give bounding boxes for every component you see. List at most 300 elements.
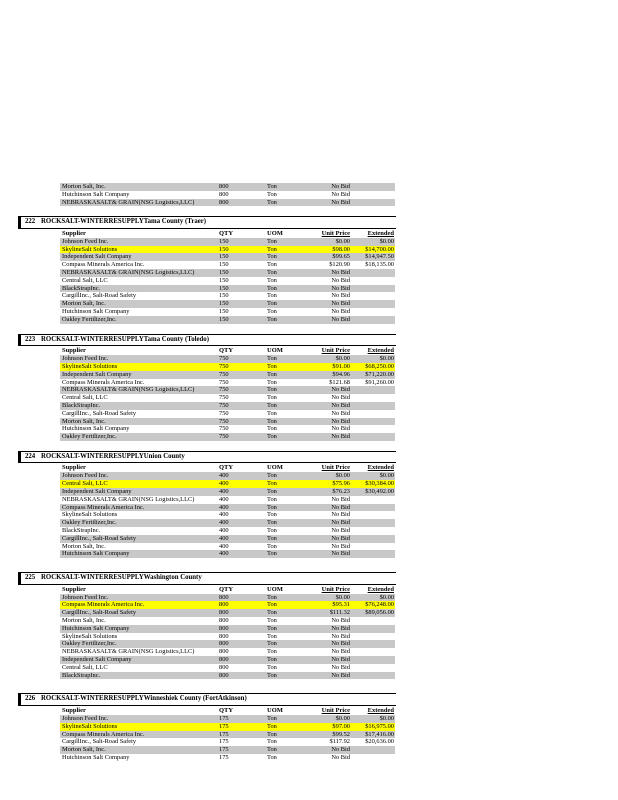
- unit-price-cell: $0.00: [335, 237, 350, 245]
- uom-cell: Ton: [267, 488, 277, 496]
- uom-cell: Ton: [267, 550, 277, 558]
- unit-price-cell: $0.00: [335, 355, 350, 363]
- qty-cell: 800: [219, 640, 229, 648]
- qty-cell: 800: [219, 624, 229, 632]
- unit-price-cell: No Bid: [331, 269, 350, 277]
- table-row: [60, 723, 395, 731]
- unit-price-cell: No Bid: [331, 746, 350, 754]
- supplier-cell: NEBRASKASALT& GRAIN(NSG Logistics,LLC): [62, 495, 195, 503]
- unit-price-cell: No Bid: [331, 276, 350, 284]
- table-row: [60, 292, 395, 300]
- uom-cell: Ton: [267, 542, 277, 550]
- unit-price-cell: $76.23: [332, 488, 350, 496]
- qty-cell: 400: [219, 503, 229, 511]
- unit-price-cell: $0.00: [335, 593, 350, 601]
- uom-cell: Ton: [267, 394, 277, 402]
- section-number: 223: [25, 335, 36, 343]
- supplier-cell: SkylineSalt Solutions: [62, 632, 118, 640]
- section-number: 225: [25, 574, 36, 582]
- uom-cell: Ton: [267, 609, 277, 617]
- unit-price-cell: $94.96: [332, 370, 350, 378]
- qty-cell: 400: [219, 550, 229, 558]
- table-row: [60, 731, 395, 739]
- supplier-cell: NEBRASKASALT& GRAIN(NSG Logistics,LLC): [62, 198, 195, 206]
- unit-price-cell: No Bid: [331, 503, 350, 511]
- supplier-cell: Independent Salt Company: [62, 488, 132, 496]
- supplier-cell: Hutchinson Salt Company: [62, 550, 130, 558]
- unit-price-cell: $75.96: [332, 480, 350, 488]
- table-row: [60, 433, 395, 441]
- supplier-cell: Morton Salt, Inc.: [62, 300, 106, 308]
- qty-cell: 150: [219, 261, 229, 269]
- qty-cell: 800: [219, 609, 229, 617]
- table-row: [60, 386, 395, 394]
- bid-table: [60, 229, 395, 324]
- supplier-cell: BlackStrapInc.: [62, 527, 101, 534]
- bid-section-226: [18, 693, 396, 761]
- document-content: [18, 183, 396, 762]
- uom-cell: Ton: [267, 433, 277, 441]
- unit-price-cell: No Bid: [331, 315, 350, 323]
- bid-table: [60, 346, 395, 441]
- section-number: 224: [25, 452, 36, 460]
- uom-cell: Ton: [267, 300, 277, 308]
- supplier-cell: Independent Salt Company: [62, 656, 132, 664]
- supplier-cell: Oakley Fertilizer,Inc.: [62, 640, 117, 648]
- supplier-cell: NEBRASKASALT& GRAIN(NSG Logistics,LLC): [62, 386, 195, 394]
- unit-price-cell: No Bid: [331, 671, 350, 679]
- qty-cell: 400: [219, 488, 229, 496]
- supplier-cell: Morton Salt, Inc.: [62, 617, 106, 625]
- extended-cell: $89,056.00: [365, 609, 394, 617]
- extended-cell: $16,975.00: [365, 722, 394, 730]
- uom-cell: Ton: [267, 190, 277, 198]
- uom-cell: Ton: [267, 315, 277, 323]
- unit-price-cell: $120.90: [329, 261, 350, 269]
- column-header-extended: Extended: [367, 585, 394, 593]
- table-row: [60, 253, 395, 261]
- qty-cell: 800: [219, 198, 229, 206]
- unit-price-cell: No Bid: [331, 401, 350, 409]
- unit-price-cell: No Bid: [331, 308, 350, 316]
- qty-cell: 400: [219, 527, 229, 534]
- table-header-row: [60, 463, 395, 472]
- uom-cell: Ton: [267, 362, 277, 370]
- unit-price-cell: No Bid: [331, 417, 350, 425]
- table-row: [60, 308, 395, 316]
- uom-cell: Ton: [267, 640, 277, 648]
- qty-cell: 750: [219, 425, 229, 433]
- supplier-cell: Central Salt, LLC: [62, 276, 108, 284]
- unit-price-cell: No Bid: [331, 542, 350, 550]
- supplier-cell: Independent Salt Company: [62, 253, 132, 261]
- unit-price-cell: No Bid: [331, 284, 350, 292]
- supplier-cell: SkylineSalt Solutions: [62, 245, 118, 253]
- table-row: [60, 277, 395, 285]
- qty-cell: 800: [219, 593, 229, 601]
- table-row: [60, 472, 395, 480]
- qty-cell: 800: [219, 656, 229, 664]
- uom-cell: Ton: [267, 527, 277, 534]
- extended-cell: $0.00: [379, 355, 394, 363]
- supplier-cell: Central Salt, LLC: [62, 663, 108, 671]
- table-row: [60, 617, 395, 625]
- qty-cell: 750: [219, 370, 229, 378]
- column-header-extended: Extended: [367, 347, 394, 355]
- table-row: [60, 609, 395, 617]
- uom-cell: Ton: [267, 648, 277, 656]
- table-row: [60, 496, 395, 504]
- supplier-cell: Compass Minerals America Inc.: [62, 601, 145, 609]
- uom-cell: Ton: [267, 472, 277, 480]
- supplier-cell: Morton Salt, Inc.: [62, 746, 106, 754]
- qty-cell: 750: [219, 433, 229, 441]
- supplier-cell: Hutchinson Salt Company: [62, 753, 130, 761]
- uom-cell: Ton: [267, 511, 277, 519]
- qty-cell: 750: [219, 355, 229, 363]
- supplier-cell: Compass Minerals America Inc.: [62, 378, 145, 386]
- supplier-cell: CargillInc., Salt-Road Safety: [62, 534, 137, 542]
- qty-cell: 400: [219, 472, 229, 480]
- unit-price-cell: No Bid: [331, 753, 350, 761]
- qty-cell: 150: [219, 284, 229, 292]
- section-title: ROCKSALT-WINTERRESUPPLYTama County (Traer): [41, 218, 207, 226]
- unit-price-cell: $0.00: [335, 472, 350, 480]
- bid-section-223: [18, 334, 396, 441]
- supplier-cell: Central Salt, LLC: [62, 394, 108, 402]
- supplier-cell: Johnson Feed Inc.: [62, 355, 109, 363]
- unit-price-cell: $98.00: [332, 245, 350, 253]
- table-row: [60, 363, 395, 371]
- column-header-supplier: Supplier: [62, 229, 86, 237]
- column-header-supplier: Supplier: [62, 464, 86, 472]
- supplier-cell: Independent Salt Company: [62, 370, 132, 378]
- column-header-uom: UOM: [267, 585, 283, 593]
- unit-price-cell: No Bid: [331, 292, 350, 300]
- extended-cell: $0.00: [379, 714, 394, 722]
- supplier-cell: Johnson Feed Inc.: [62, 237, 109, 245]
- supplier-cell: CargillInc., Salt-Road Safety: [62, 292, 137, 300]
- extended-cell: $71,220.00: [365, 370, 394, 378]
- section-header: [18, 334, 396, 347]
- qty-cell: 175: [219, 753, 229, 761]
- table-row: [60, 664, 395, 672]
- qty-cell: 800: [219, 617, 229, 625]
- qty-cell: 400: [219, 534, 229, 542]
- supplier-cell: Hutchinson Salt Company: [62, 624, 130, 632]
- table-row: [60, 715, 395, 723]
- qty-cell: 175: [219, 730, 229, 738]
- table-row: [60, 746, 395, 754]
- supplier-cell: Morton Salt, Inc.: [62, 417, 106, 425]
- uom-cell: Ton: [267, 738, 277, 746]
- supplier-cell: Johnson Feed Inc.: [62, 593, 109, 601]
- extended-cell: $0.00: [379, 472, 394, 480]
- unit-price-cell: No Bid: [331, 183, 350, 190]
- column-header-qty: QTY: [219, 706, 234, 714]
- column-header-uom: UOM: [267, 464, 283, 472]
- qty-cell: 400: [219, 495, 229, 503]
- uom-cell: Ton: [267, 308, 277, 316]
- uom-cell: Ton: [267, 480, 277, 488]
- column-header-uom: UOM: [267, 347, 283, 355]
- supplier-cell: BlackStrapInc.: [62, 284, 101, 292]
- supplier-cell: SkylineSalt Solutions: [62, 722, 118, 730]
- table-row: [60, 535, 395, 543]
- unit-price-cell: No Bid: [331, 394, 350, 402]
- qty-cell: 400: [219, 511, 229, 519]
- supplier-cell: SkylineSalt Solutions: [62, 511, 118, 519]
- uom-cell: Ton: [267, 534, 277, 542]
- qty-cell: 150: [219, 276, 229, 284]
- unit-price-cell: $111.32: [329, 609, 350, 617]
- table-row: [60, 594, 395, 602]
- uom-cell: Ton: [267, 276, 277, 284]
- uom-cell: Ton: [267, 245, 277, 253]
- table-row: [60, 246, 395, 254]
- unit-price-cell: No Bid: [331, 190, 350, 198]
- uom-cell: Ton: [267, 519, 277, 527]
- uom-cell: Ton: [267, 503, 277, 511]
- table-row: [60, 672, 395, 680]
- supplier-cell: Oakley Fertilizer,Inc.: [62, 315, 117, 323]
- uom-cell: Ton: [267, 663, 277, 671]
- qty-cell: 150: [219, 245, 229, 253]
- column-header-unit-price: Unit Price: [321, 585, 350, 593]
- qty-cell: 750: [219, 386, 229, 394]
- table-row: [60, 402, 395, 410]
- qty-cell: 400: [219, 519, 229, 527]
- supplier-cell: CargillInc., Salt-Road Safety: [62, 409, 137, 417]
- extended-cell: $0.00: [379, 593, 394, 601]
- table-row: [60, 625, 395, 633]
- table-row: [60, 300, 395, 308]
- supplier-cell: NEBRASKASALT& GRAIN(NSG Logistics,LLC): [62, 648, 195, 656]
- unit-price-cell: No Bid: [331, 433, 350, 441]
- supplier-cell: Hutchinson Salt Company: [62, 425, 130, 433]
- unit-price-cell: No Bid: [331, 527, 350, 534]
- uom-cell: Ton: [267, 253, 277, 261]
- section-title: ROCKSALT-WINTERRESUPPLYTama County (Toledo): [41, 335, 209, 343]
- supplier-cell: Johnson Feed Inc.: [62, 472, 109, 480]
- uom-cell: Ton: [267, 425, 277, 433]
- extended-cell: $14,947.50: [365, 253, 394, 261]
- supplier-cell: SkylineSalt Solutions: [62, 362, 118, 370]
- table-row: [60, 543, 395, 551]
- table-row: [60, 394, 395, 402]
- table-row: [60, 410, 395, 418]
- qty-cell: 750: [219, 378, 229, 386]
- section-header: [18, 216, 396, 229]
- extended-cell: $0.00: [379, 237, 394, 245]
- uom-cell: Ton: [267, 284, 277, 292]
- table-row: [60, 371, 395, 379]
- table-row: [60, 754, 395, 762]
- table-row: [60, 648, 395, 656]
- uom-cell: Ton: [267, 730, 277, 738]
- column-header-qty: QTY: [219, 347, 234, 355]
- qty-cell: 800: [219, 671, 229, 679]
- supplier-cell: Oakley Fertilizer,Inc.: [62, 433, 117, 441]
- table-row: [60, 261, 395, 269]
- uom-cell: Ton: [267, 593, 277, 601]
- unit-price-cell: No Bid: [331, 640, 350, 648]
- bid-section-225: [18, 572, 396, 679]
- table-row: [60, 269, 395, 277]
- extended-cell: $76,248.00: [365, 601, 394, 609]
- unit-price-cell: $117.92: [329, 738, 350, 746]
- uom-cell: Ton: [267, 401, 277, 409]
- column-header-qty: QTY: [219, 585, 234, 593]
- column-header-qty: QTY: [219, 229, 234, 237]
- table-row: [60, 238, 395, 246]
- qty-cell: 150: [219, 308, 229, 316]
- supplier-cell: CargillInc., Salt-Road Safety: [62, 738, 137, 746]
- section-title: ROCKSALT-WINTERRESUPPLYWashington County: [41, 574, 202, 582]
- uom-cell: Ton: [267, 355, 277, 363]
- column-header-supplier: Supplier: [62, 706, 86, 714]
- qty-cell: 150: [219, 292, 229, 300]
- uom-cell: Ton: [267, 671, 277, 679]
- unit-price-cell: No Bid: [331, 300, 350, 308]
- qty-cell: 750: [219, 417, 229, 425]
- supplier-cell: BlackStrapInc.: [62, 671, 101, 679]
- supplier-cell: CargillInc., Salt-Road Safety: [62, 609, 137, 617]
- supplier-cell: Hutchinson Salt Company: [62, 308, 130, 316]
- section-title: ROCKSALT-WINTERRESUPPLYUnion County: [41, 452, 185, 460]
- table-row: [60, 418, 395, 426]
- unit-price-cell: No Bid: [331, 550, 350, 558]
- table-row: [60, 183, 395, 191]
- section-header: [18, 451, 396, 464]
- table-row: [60, 640, 395, 648]
- uom-cell: Ton: [267, 409, 277, 417]
- section-header: [18, 693, 396, 706]
- qty-cell: 750: [219, 362, 229, 370]
- qty-cell: 800: [219, 663, 229, 671]
- table-header-row: [60, 229, 395, 238]
- table-header-row: [60, 706, 395, 715]
- table-row: [60, 738, 395, 746]
- supplier-cell: NEBRASKASALT& GRAIN(NSG Logistics,LLC): [62, 269, 195, 277]
- uom-cell: Ton: [267, 495, 277, 503]
- unit-price-cell: No Bid: [331, 632, 350, 640]
- qty-cell: 150: [219, 269, 229, 277]
- table-row: [60, 425, 395, 433]
- column-header-uom: UOM: [267, 706, 283, 714]
- column-header-unit-price: Unit Price: [321, 464, 350, 472]
- qty-cell: 150: [219, 300, 229, 308]
- qty-cell: 750: [219, 409, 229, 417]
- extended-cell: $30,384.00: [365, 480, 394, 488]
- table-header-row: [60, 585, 395, 594]
- uom-cell: Ton: [267, 183, 277, 190]
- column-header-qty: QTY: [219, 464, 234, 472]
- section-title: ROCKSALT-WINTERRESUPPLYWinneshiek County (FortAtkinson): [41, 695, 247, 703]
- table-row: [60, 511, 395, 519]
- column-header-extended: Extended: [367, 229, 394, 237]
- uom-cell: Ton: [267, 722, 277, 730]
- extended-cell: $30,492.00: [365, 488, 394, 496]
- unit-price-cell: No Bid: [331, 511, 350, 519]
- extended-cell: $14,700.00: [365, 245, 394, 253]
- qty-cell: 800: [219, 648, 229, 656]
- section-number: 222: [25, 218, 36, 226]
- uom-cell: Ton: [267, 417, 277, 425]
- unit-price-cell: No Bid: [331, 409, 350, 417]
- extended-cell: $17,416.00: [365, 730, 394, 738]
- column-header-supplier: Supplier: [62, 585, 86, 593]
- extended-cell: $68,250.00: [365, 362, 394, 370]
- table-row: [60, 633, 395, 641]
- unit-price-cell: $95.31: [332, 601, 350, 609]
- unit-price-cell: No Bid: [331, 648, 350, 656]
- table-row: [60, 199, 395, 207]
- bid-table: [60, 706, 395, 762]
- uom-cell: Ton: [267, 617, 277, 625]
- uom-cell: Ton: [267, 292, 277, 300]
- uom-cell: Ton: [267, 714, 277, 722]
- supplier-cell: Hutchinson Salt Company: [62, 190, 130, 198]
- continuation-table: [60, 183, 395, 206]
- supplier-cell: Johnson Feed Inc.: [62, 714, 109, 722]
- table-row: [60, 355, 395, 363]
- table-header-row: [60, 346, 395, 355]
- qty-cell: 400: [219, 480, 229, 488]
- supplier-cell: Compass Minerals America Inc.: [62, 503, 145, 511]
- column-header-unit-price: Unit Price: [321, 229, 350, 237]
- unit-price-cell: $121.68: [329, 378, 350, 386]
- unit-price-cell: No Bid: [331, 198, 350, 206]
- qty-cell: 150: [219, 237, 229, 245]
- qty-cell: 800: [219, 601, 229, 609]
- column-header-extended: Extended: [367, 464, 394, 472]
- unit-price-cell: No Bid: [331, 425, 350, 433]
- uom-cell: Ton: [267, 378, 277, 386]
- qty-cell: 750: [219, 401, 229, 409]
- unit-price-cell: No Bid: [331, 495, 350, 503]
- uom-cell: Ton: [267, 198, 277, 206]
- uom-cell: Ton: [267, 632, 277, 640]
- supplier-cell: Oakley Fertilizer,Inc.: [62, 519, 117, 527]
- supplier-cell: Morton Salt, Inc.: [62, 542, 106, 550]
- qty-cell: 150: [219, 315, 229, 323]
- uom-cell: Ton: [267, 261, 277, 269]
- table-row: [60, 504, 395, 512]
- uom-cell: Ton: [267, 753, 277, 761]
- table-row: [60, 550, 395, 558]
- unit-price-cell: $99.65: [332, 253, 350, 261]
- uom-cell: Ton: [267, 237, 277, 245]
- supplier-cell: Compass Minerals America Inc.: [62, 730, 145, 738]
- supplier-cell: Morton Salt, Inc.: [62, 183, 106, 190]
- uom-cell: Ton: [267, 746, 277, 754]
- table-row: [60, 379, 395, 387]
- supplier-cell: BlackStrapInc.: [62, 401, 101, 409]
- unit-price-cell: No Bid: [331, 617, 350, 625]
- qty-cell: 800: [219, 190, 229, 198]
- column-header-unit-price: Unit Price: [321, 706, 350, 714]
- unit-price-cell: No Bid: [331, 519, 350, 527]
- unit-price-cell: $99.52: [332, 730, 350, 738]
- bid-section-222: [18, 216, 396, 323]
- unit-price-cell: No Bid: [331, 663, 350, 671]
- qty-cell: 175: [219, 738, 229, 746]
- uom-cell: Ton: [267, 269, 277, 277]
- uom-cell: Ton: [267, 386, 277, 394]
- bid-section-224: [18, 451, 396, 558]
- table-row: [60, 601, 395, 609]
